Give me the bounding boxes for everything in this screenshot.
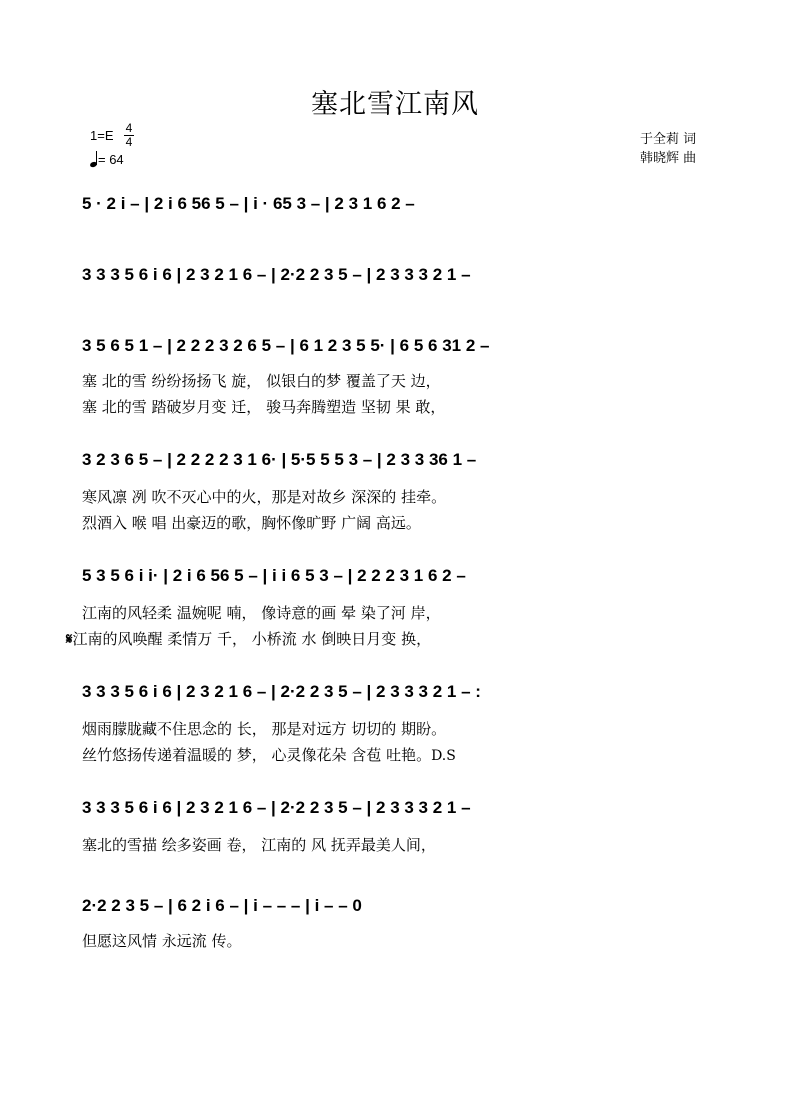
lyric-verse-2: 塞 北的雪 踏破岁月变 迁， 骏马奔腾塑造 坚韧 果 敢， — [82, 398, 446, 416]
lyric-verse-2 — [66, 628, 431, 649]
score-row-8 — [0, 886, 790, 934]
song-title: 塞北雪江南风 — [311, 89, 479, 120]
quarter-note-icon — [90, 153, 98, 167]
lyric-verse-1: 塞北的雪描 绘多姿画 卷， 江南的 风 抚弄最美人间， — [82, 836, 436, 854]
time-signature-bottom: 4 — [125, 135, 133, 149]
lyric-verse-2-text: 丝竹悠扬传递着温暖的 梦， 心灵像花朵 含苞 吐艳。 — [82, 746, 432, 764]
notation-line: 3 3 3 5 6 i 6 | 2 3 2 1 6 – | 2·2 2 3 5 – | 2 3 3 3 2 1 – — [82, 265, 471, 284]
score-row-6 — [0, 672, 790, 720]
tempo-value: = 64 — [98, 152, 124, 167]
notation-line: 2·2 2 3 5 – | 6 2 i 6 – | i – – – | i – – 0 — [82, 896, 362, 915]
time-signature — [122, 122, 136, 149]
ds-marking: D.S — [431, 748, 456, 764]
lyricist-credit: 于全莉 词 — [640, 132, 697, 147]
lyric-verse-1: 江南的风轻柔 温婉呢 喃， 像诗意的画 晕 染了河 岸， — [82, 604, 441, 622]
notation-line: 3 3 3 5 6 i 6 | 2 3 2 1 6 – | 2·2 2 3 5 – | 2 3 3 3 2 1 – : — [82, 682, 481, 701]
score-row-2 — [0, 255, 790, 303]
time-signature-top: 4 — [125, 121, 133, 135]
notation-line: 3 2 3 6 5 – | 2 2 2 2 3 1 6· | 5·5 5 5 3 – | 2 3 3 36 1 – — [82, 450, 477, 469]
score-row-1 — [0, 184, 790, 232]
lyric-verse-1: 塞 北的雪 纷纷扬扬飞 旋， 似银白的梦 覆盖了天 边， — [82, 372, 441, 390]
lyric-verse-1: 烟雨朦胧藏不住思念的 长， 那是对远方 切切的 期盼。 — [82, 720, 447, 738]
score-row-7 — [0, 788, 790, 836]
lyric-verse-1: 但愿这风情 永远流 传。 — [82, 932, 242, 950]
key-signature: 1=E — [90, 128, 114, 143]
notation-line: 3 5 6 5 1 – | 2 2 2 3 2 6 5 – | 6 1 2 3 5 5· | 6 5 6 31 2 – — [82, 336, 490, 355]
tempo-marking — [90, 152, 124, 167]
notation-line: 5 3 5 6 i i· | 2 i 6 56 5 – | i i 6 5 3 – | 2 2 2 3 1 6 2 – — [82, 566, 466, 585]
score-row-4 — [0, 440, 790, 488]
notation-line: 5 · 2 i – | 2 i 6 56 5 – | i · 65 3 – | 2 3 1 6 2 – — [82, 194, 415, 213]
segno-icon: 𝄋 — [66, 630, 73, 648]
score-row-5 — [0, 556, 790, 604]
composer-credit: 韩晓辉 曲 — [640, 151, 697, 166]
score-row-3 — [0, 326, 790, 374]
notation-line: 3 3 3 5 6 i 6 | 2 3 2 1 6 – | 2·2 2 3 5 – | 2 3 3 3 2 1 – — [82, 798, 471, 817]
lyric-verse-2-text: 江南的风唤醒 柔情万 千， 小桥流 水 倒映日月变 换， — [72, 630, 432, 648]
lyric-verse-1: 寒风凛 冽 吹不灭心中的火，那是对故乡 深深的 挂牵。 — [82, 488, 447, 506]
lyric-verse-2 — [82, 744, 456, 765]
lyric-verse-2: 烈酒入 喉 唱 出豪迈的歌，胸怀像旷野 广阔 高远。 — [82, 514, 421, 532]
